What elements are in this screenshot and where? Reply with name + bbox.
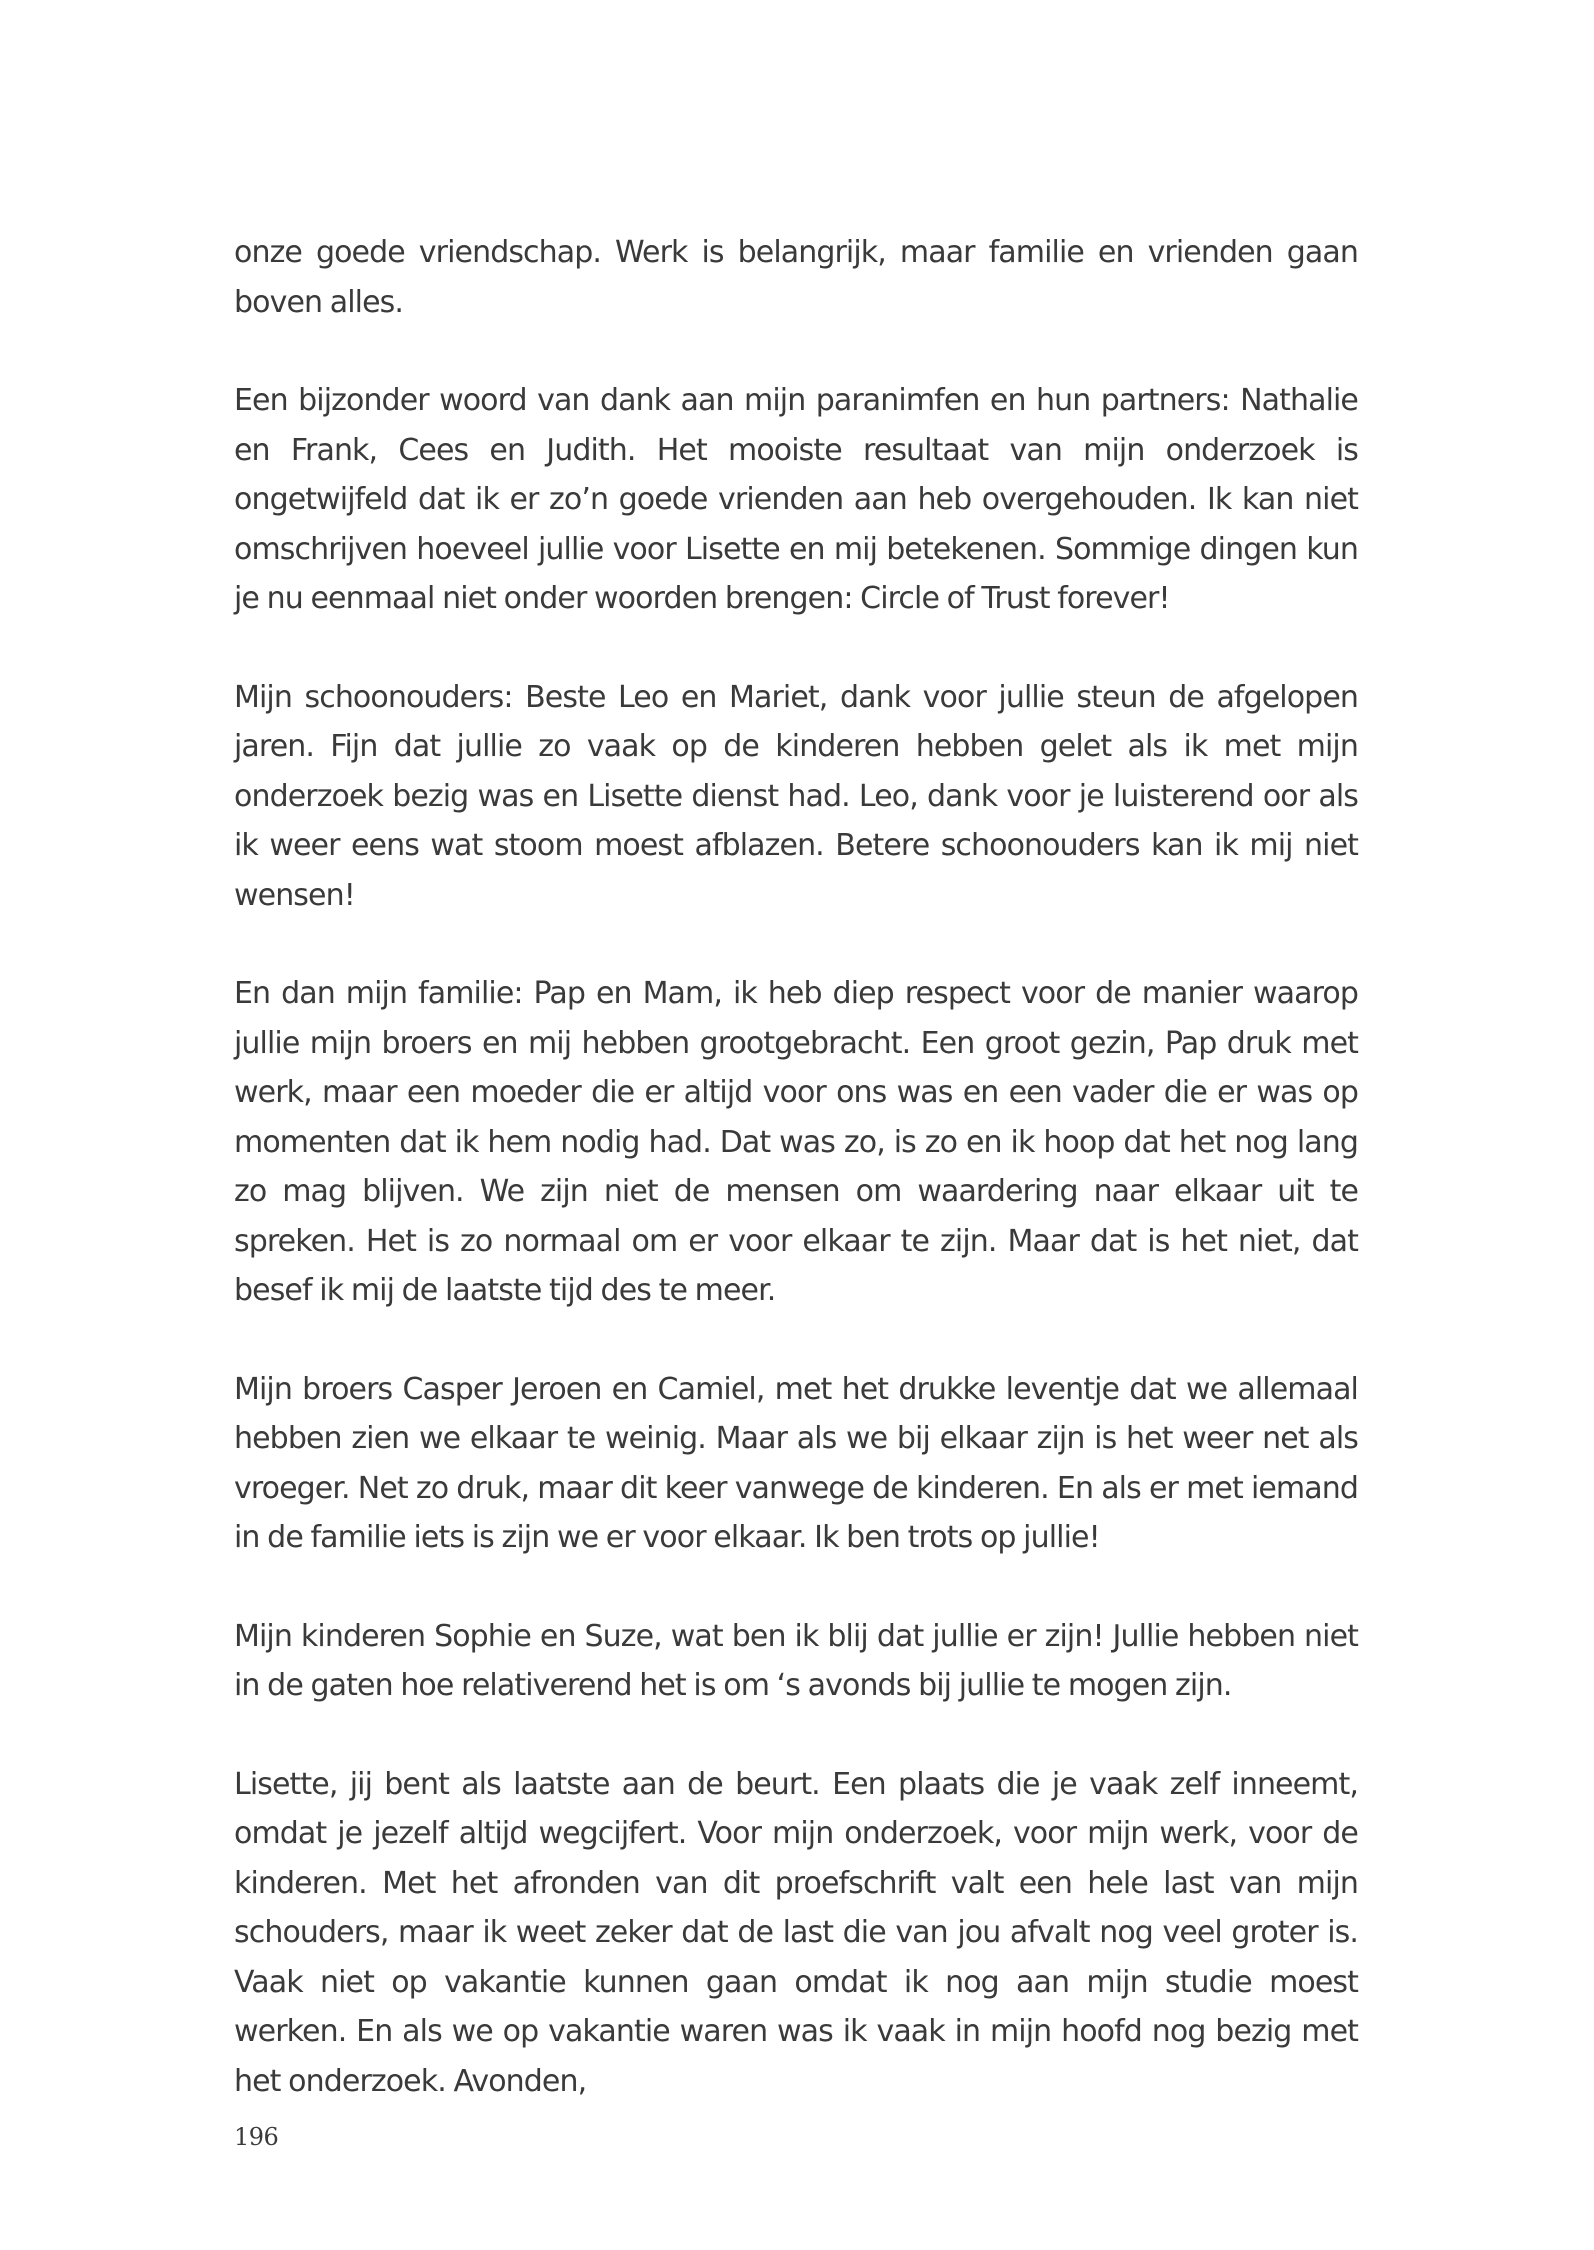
paragraph-brothers: Mijn broers Casper Jeroen en Camiel, met het drukke leventje dat we allemaal hebben zien we elkaar te weinig. Maar als we bij elkaar zijn is het weer net als vroeger. Net zo druk, maar dit keer vanwege de kinderen. En als er met iemand in de familie iets is zijn we er voor elkaar. Ik ben trots op jullie! [234, 1371, 1358, 1555]
paragraph-friendship-closing: onze goede vriendschap. Werk is belangrijk, maar familie en vrienden gaan boven alles. [234, 235, 1358, 320]
paragraph-paranymphs: Een bijzonder woord van dank aan mijn paranimfen en hun partners: Nathalie en Frank, Cees en Judith. Het mooiste resultaat van mijn onderzoek is ongetwijfeld dat ik er zo’n goede vrienden aan heb overgehouden. Ik kan niet omschrijven hoeveel jullie voor Lisette en mij betekenen. Sommige dingen kun je nu eenmaal niet onder woorden brengen: Circle of Trust forever! [234, 383, 1358, 616]
page-number: 196 [234, 2123, 279, 2151]
paragraph-partner: Lisette, jij bent als laatste aan de beurt. Een plaats die je vaak zelf inneemt, omdat je jezelf altijd wegcijfert. Voor mijn onderzoek, voor mijn werk, voor de kinderen. Met het afronden van dit proefschrift valt een hele last van mijn schouders, maar ik weet zeker dat de last die van jou afvalt nog veel groter is. Vaak niet op vakantie kunnen gaan omdat ik nog aan mijn studie moest werken. En als we op vakantie waren was ik vaak in mijn hoofd nog bezig met het onderzoek. Avonden, [234, 1766, 1358, 2099]
paragraph-parents-in-law: Mijn schoonouders: Beste Leo en Mariet, dank voor jullie steun de afgelopen jaren. Fijn dat jullie zo vaak op de kinderen hebben gelet als ik met mijn onderzoek bezig was en Lisette dienst had. Leo, dank voor je luisterend oor als ik weer eens wat stoom moest afblazen. Betere schoonouders kan ik mij niet wensen! [234, 679, 1358, 913]
page-body [234, 228, 1358, 2106]
paragraph-children: Mijn kinderen Sophie en Suze, wat ben ik blij dat jullie er zijn! Jullie hebben niet in de gaten hoe relativerend het is om ‘s avonds bij jullie te mogen zijn. [234, 1618, 1358, 1703]
paragraph-family: En dan mijn familie: Pap en Mam, ik heb diep respect voor de manier waarop jullie mijn broers en mij hebben grootgebracht. Een groot gezin, Pap druk met werk, maar een moeder die er altijd voor ons was en een vader die er was op momenten dat ik hem nodig had. Dat was zo, is zo en ik hoop dat het nog lang zo mag blijven. We zijn niet de mensen om waardering naar elkaar uit te spreken. Het is zo normaal om er voor elkaar te zijn. Maar dat is het niet, dat besef ik mij de laatste tijd des te meer. [234, 976, 1358, 1308]
